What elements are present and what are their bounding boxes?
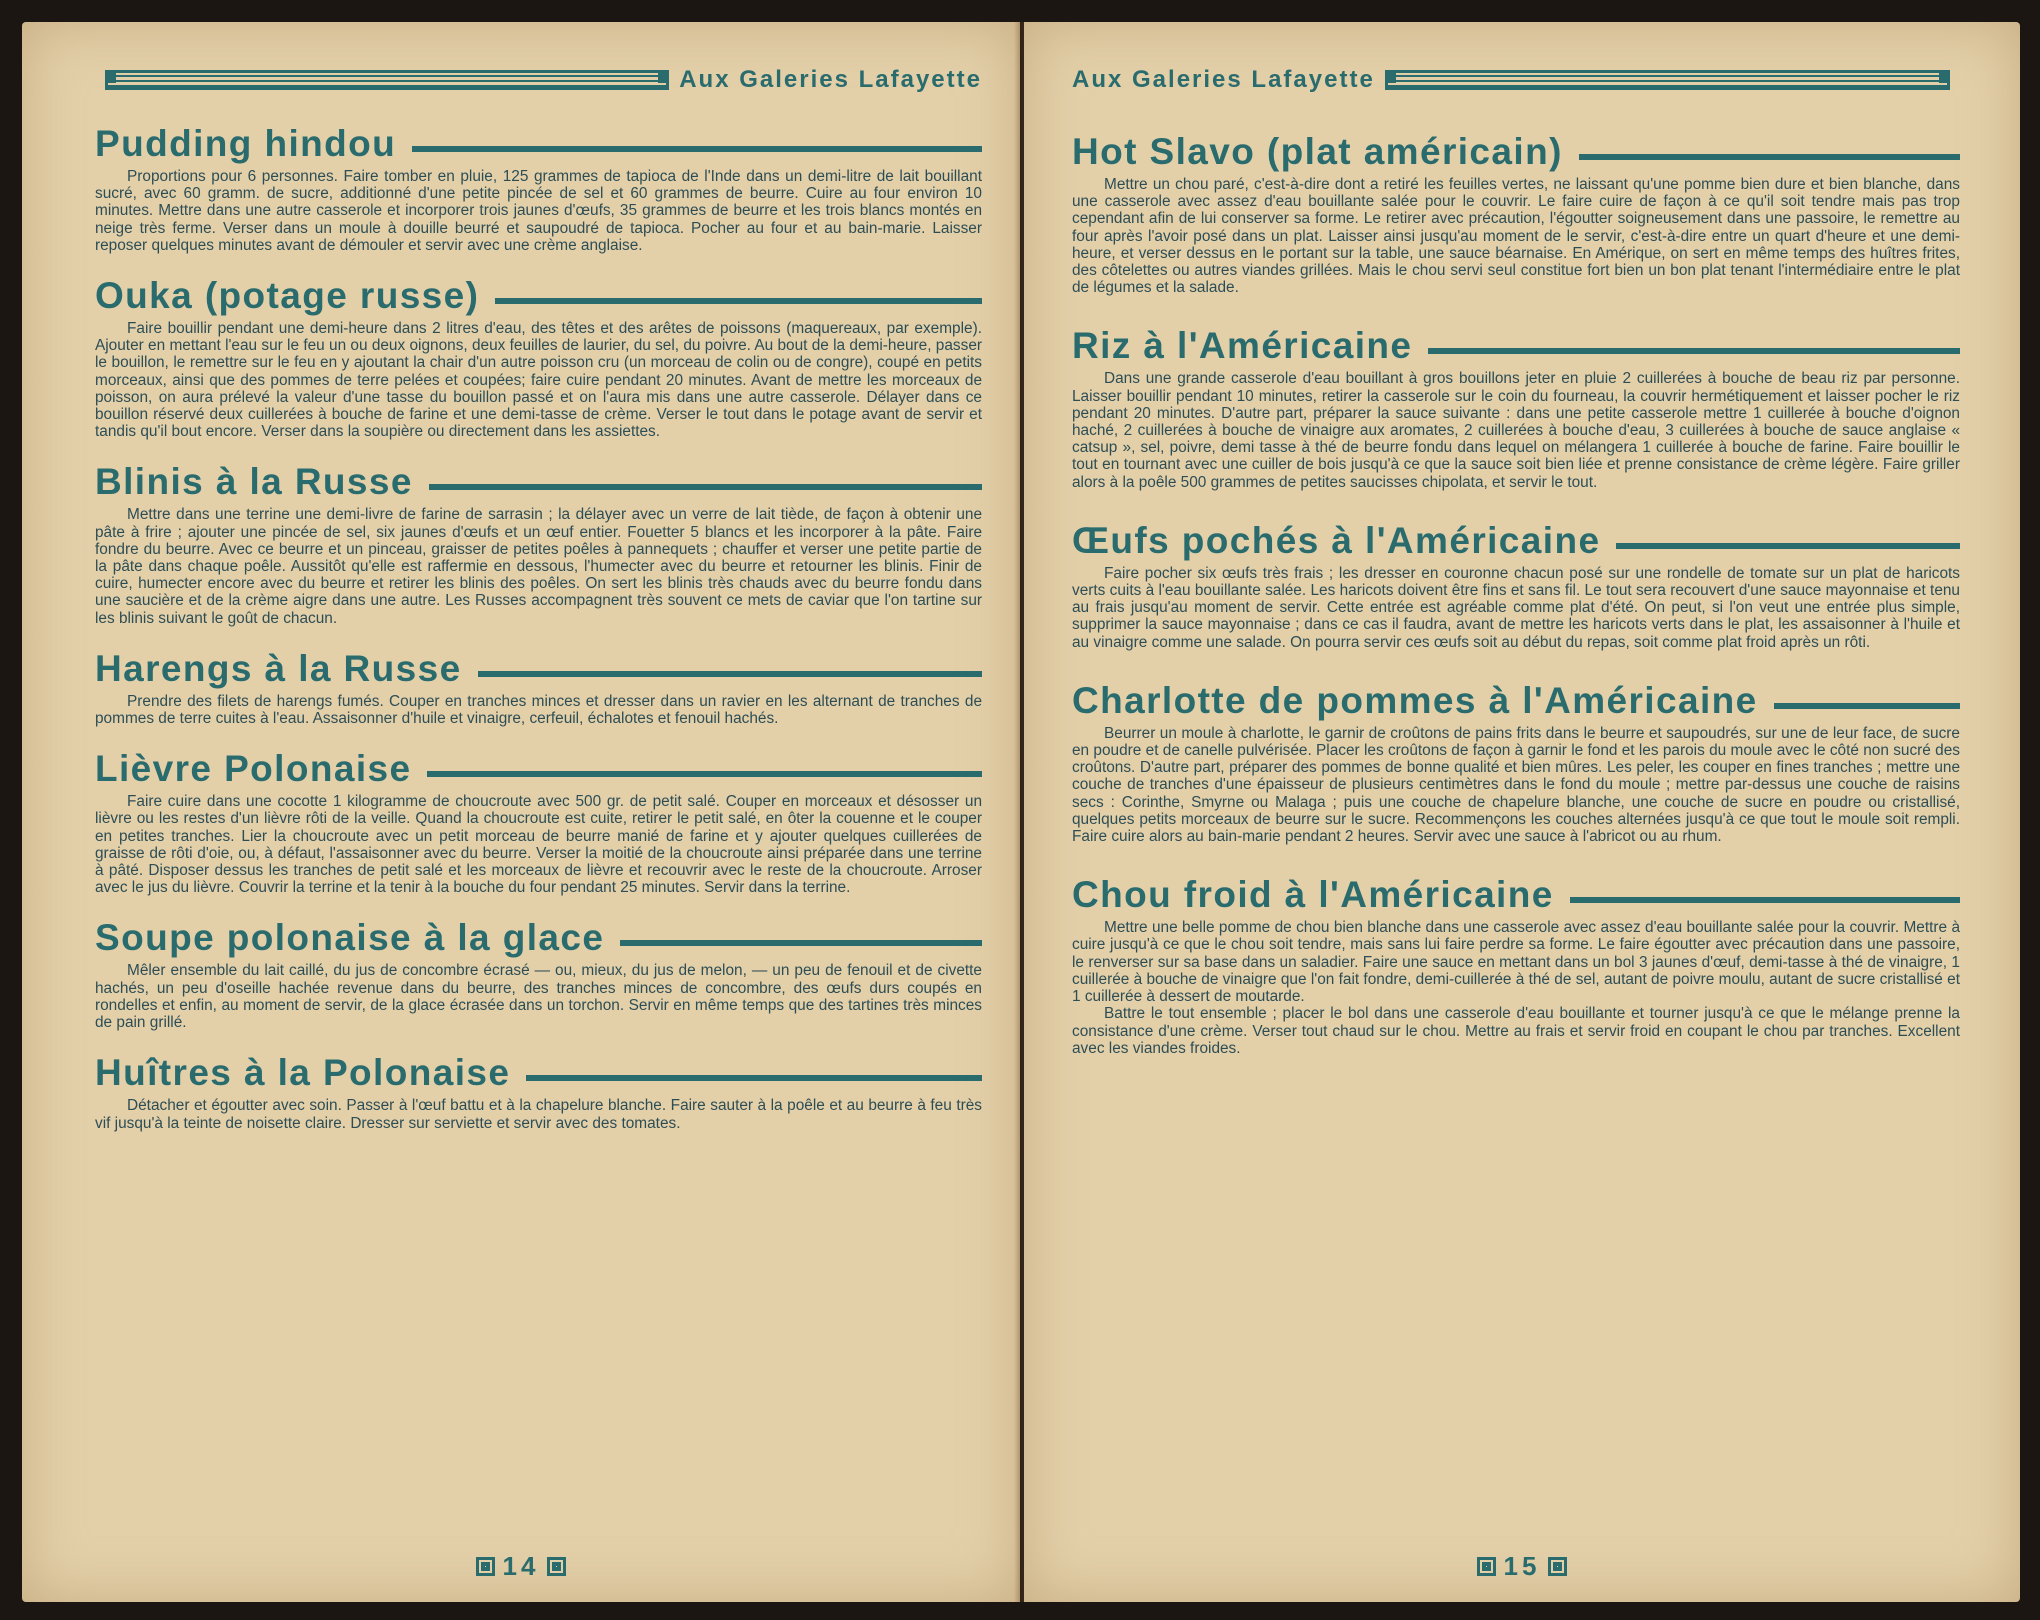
recipe-title-row — [95, 460, 982, 504]
title-rule — [1428, 348, 1960, 354]
recipe-body — [95, 793, 982, 896]
recipe-title: Hot Slavo (plat américain) — [1072, 131, 1563, 172]
recipe-title-row — [95, 122, 982, 166]
recipe — [95, 1051, 982, 1131]
title-rule — [429, 484, 982, 490]
recipe-title: Œufs pochés à l'Américaine — [1072, 519, 1601, 561]
recipe-title-row — [1072, 324, 1960, 368]
recipe — [95, 274, 982, 440]
square-ornament-icon — [547, 1557, 566, 1576]
recipe-paragraph: Mettre une belle pomme de chou bien blanche dans une casserole avec assez d'eau bouillante salée pour la couvrir. Mettre à cuire jusqu'à ce que le chou soit tendre, mais sans lui faire perdre sa forme. Le faire égoutter avec précaution dans une passoire, le renverser sur sa base dans un saladier. Faire une sauce en mettant dans un bol 3 jaunes d'œuf, demi-tasse à thé de vinaigre, 1 cuillerée à bouche de vinaigre que l'on fait fondre, demi-cuillerée à thé de sel, autant de poivre moulu, autant de sucre cristallisé et 1 cuillerée à dessert de moutarde. — [1072, 919, 1960, 1006]
recipe-body — [1072, 176, 1960, 296]
recipe-list — [95, 122, 982, 1132]
recipe — [95, 747, 982, 896]
recipe-title-row — [1072, 679, 1960, 723]
recipe-title-row — [1072, 519, 1960, 563]
title-rule — [620, 940, 982, 946]
recipe-title: Lièvre Polonaise — [95, 748, 412, 790]
recipe-body — [95, 962, 982, 1031]
recipe-title-row — [1072, 130, 1960, 174]
left-page — [22, 22, 1020, 1602]
recipe-title: Charlotte de pommes à l'Américaine — [1072, 679, 1758, 721]
title-rule — [1774, 703, 1960, 709]
page-number-text: 15 — [1503, 1551, 1541, 1581]
page-number — [22, 1551, 1020, 1582]
recipe-body — [1072, 565, 1960, 651]
recipe-paragraph: Détacher et égoutter avec soin. Passer à l'œuf battu et à la chapelure blanche. Faire sauter à la poêle et au beurre à feu très vif jusqu'à la teinte de noisette claire. Dresser sur serviette et servir avec des tomates. — [95, 1097, 982, 1132]
recipe-title-row — [95, 274, 982, 318]
running-head — [1072, 60, 1960, 100]
recipe-title: Chou froid à l'Américaine — [1072, 874, 1554, 916]
recipe-title-row — [95, 916, 982, 960]
page-number-text: 14 — [502, 1551, 540, 1581]
square-ornament-icon — [1477, 1557, 1496, 1576]
recipe — [95, 122, 982, 254]
ornament-rule — [1385, 70, 1950, 90]
running-head-text: Aux Galeries Lafayette — [1072, 66, 1375, 93]
recipe-paragraph: Dans une grande casserole d'eau bouillant à gros bouillons jeter en pluie 2 cuillerées à bouche de beau riz par personne. Laisser bouillir pendant 10 minutes, retirer la casserole sur le coin du fourneau, la couvrir hermétiquement et laisser pocher le riz pendant 20 minutes. D'autre part, préparer la sauce suivante : dans une petite casserole mettre 1 cuillerée à bouche d'oignon haché, 2 cuillerées à bouche de vinaigre aux aromates, 2 cuillerées à bouche d'eau, 3 cuillerées à bouche de sauce anglaise « catsup », sel, poivre, demi tasse à thé de beurre fondu dans lequel on mélangera 1 cuillerée à bouche de farine. Faire bouillir le tout en tournant avec une cuiller de bois jusqu'à ce que la sauce soit bien liée et prenne consistance de crème légère. Faire griller alors à la poêle 500 grammes de petites saucisses chipolata, et servir le tout. — [1072, 370, 1960, 491]
recipe-title-row — [95, 747, 982, 791]
title-rule — [427, 771, 982, 777]
recipe-body — [95, 693, 982, 727]
recipe — [95, 647, 982, 727]
recipe-title-row — [95, 1051, 982, 1095]
title-rule — [1579, 154, 1960, 160]
recipe-paragraph: Beurrer un moule à charlotte, le garnir de croûtons de pains frits dans le beurre et saupoudrés, sur une de leur face, de sucre en poudre et de canelle pulvérisée. Placer les croûtons de façon à garnir le fond et les parois du moule avec le côté non sucré des croûtons. D'autre part, préparer des pommes de bonne qualité et bien mûres. Les peler, les couper en fines tranches ; mettre une couche de tranches d'une épaisseur de plusieurs centimètres dans le fond du moule ; mettre par-dessus une couche de raisins secs : Corinthe, Smyrne ou Malaga ; puis une couche de chapelure blanche, une couche de sucre en poudre ou cristallisé, quelques petits morceaux de beurre sur le sucre. Recommençons les couches alternées jusqu'à ce que tout le moule soit rempli. Faire cuire alors au bain-marie pendant 2 heures. Servir avec une sauce à l'abricot ou au rhum. — [1072, 724, 1960, 846]
recipe-paragraph: Mettre un chou paré, c'est-à-dire dont a retiré les feuilles vertes, ne laissant qu'une pomme bien dure et bien blanche, dans une casserole avec assez d'eau bouillante salée pour le couvrir. Le faire cuire de façon à ce qu'il soit tendre mais pas trop cependant afin de lui conserver sa forme. Le retirer avec précaution, l'égoutter soigneusement dans une passoire, le remettre au four après l'avoir posé dans un plat. Laisser ainsi jusqu'au moment de le servir, c'est-à-dire entre un quart d'heure et une demi-heure, et verser dessus en le portant sur la table, une sauce béarnaise. En Amérique, on sert en même temps des huîtres frites, des côtelettes ou autres viandes grillées. Mais le chou servi seul constitue fort bien un bon plat tenant l'intermédiaire entre le plat de légumes et la salade. — [1072, 176, 1960, 297]
title-rule — [1570, 897, 1960, 903]
title-rule — [495, 298, 982, 304]
recipe-body — [95, 506, 982, 626]
recipe-paragraph: Proportions pour 6 personnes. Faire tomber en pluie, 125 grammes de tapioca de l'Inde dans un demi-litre de lait bouillant sucré, avec 60 gramm. de sucre, additionné d'une petite pincée de sel et 60 grammes de beurre. Cuire au four environ 10 minutes. Mettre dans une autre casserole et incorporer trois jaunes d'œufs, 35 grammes de beurre et les trois blancs montés en neige très ferme. Verser dans un moule à douille beurré et saupoudré de tapioca. Pocher au four et au bain-marie. Laisser reposer quelques minutes avant de démouler et servir avec une crème anglaise. — [95, 168, 982, 254]
recipe-paragraph: Prendre des filets de harengs fumés. Couper en tranches minces et dresser dans un ravier en les alternant de tranches de pommes de terre cuites à l'eau. Assaisonner d'huile et vinaigre, cerfeuil, échalotes et fenouil hachés. — [95, 692, 982, 728]
square-ornament-icon — [476, 1557, 495, 1576]
left-page-content — [95, 22, 982, 1602]
recipe-title: Ouka (potage russe) — [95, 275, 480, 317]
square-ornament-icon — [1548, 1557, 1567, 1576]
recipe-paragraph: Faire cuire dans une cocotte 1 kilogramme de choucroute avec 500 gr. de petit salé. Couper en morceaux et désosser un lièvre ou les restes d'un lièvre rôti de la veille. Quand la choucroute est cuite, retirer le petit salé, en ôter la couenne et le couper en petites tranches. Lier la choucroute avec un petit morceau de beurre manié de farine et y ajouter quelques cuillerées de graisse de rôti d'oie, ou, à défaut, l'assaisonner avec du beurre. Verser la moitié de la choucroute ainsi préparée dans une terrine à pâté. Disposer dessus les tranches de petit salé et les morceaux de lièvre et recouvrir avec le reste de la choucroute. Arroser avec le jus du lièvre. Couvrir la terrine et la tenir à la bouche du four pendant 25 minutes. Servir dans la terrine. — [95, 793, 982, 897]
title-rule — [412, 146, 982, 152]
recipe-title-row — [1072, 873, 1960, 917]
running-head — [95, 60, 982, 100]
recipe-title: Soupe polonaise à la glace — [95, 917, 605, 959]
right-page — [1024, 22, 2020, 1602]
recipe — [1072, 873, 1960, 1057]
recipe-title: Pudding hindou — [95, 123, 397, 164]
recipe-body — [1072, 370, 1960, 490]
recipe-body — [95, 1097, 982, 1131]
page-number — [1024, 1551, 2020, 1582]
recipe-body — [1072, 919, 1960, 1057]
recipe — [95, 916, 982, 1031]
recipe — [95, 460, 982, 626]
recipe-title: Harengs à la Russe — [95, 647, 462, 689]
right-page-content — [1072, 22, 1960, 1602]
title-rule — [478, 671, 982, 677]
recipe-body — [95, 320, 982, 440]
title-rule — [526, 1075, 982, 1081]
ornament-rule — [105, 70, 669, 90]
recipe-body — [95, 168, 982, 254]
recipe-title: Riz à l'Américaine — [1072, 325, 1413, 367]
recipe-paragraph: Battre le tout ensemble ; placer le bol dans une casserole d'eau bouillante et tourner jusqu'à ce que le mélange prenne la consistance d'une crème. Verser tout chaud sur le chou. Mettre au frais et servir froid en coupant le chou par tranches. Excellent avec les viandes froides. — [1072, 1005, 1960, 1057]
recipe-paragraph: Faire bouillir pendant une demi-heure dans 2 litres d'eau, des têtes et des arêtes de poissons (maquereaux, par exemple). Ajouter en mettant l'eau sur le feu un ou deux oignons, deux feuilles de laurier, du sel, du poivre. Au bout de la demi-heure, passer le bouillon, le remettre sur le feu en y ajoutant la chair d'un autre poisson cru (un morceau de colin ou de congre), coupé en petits morceaux, ainsi que des pommes de terre pelées et coupées; faire cuire pendant 20 minutes. Avant de mettre les morceaux de poisson, on aura prélevé la valeur d'une tasse du bouillon passé et on l'aura mis dans une autre casserole. Délayer dans ce bouillon réservé deux cuillerées à bouche de farine et une demi-tasse de crème. Verser le tout dans le potage avant de servir et tandis qu'il bout encore. Verser dans la soupière ou directement dans les assiettes. — [95, 320, 982, 441]
recipe-list — [1072, 130, 1960, 1057]
recipe-title: Huîtres à la Polonaise — [95, 1052, 511, 1094]
recipe — [1072, 130, 1960, 296]
recipe-title: Blinis à la Russe — [95, 461, 413, 503]
recipe-paragraph: Faire pocher six œufs très frais ; les dresser en couronne chacun posé sur une rondelle de tomate sur un plat de haricots verts cuits à l'eau bouillante salée. Les haricots doivent être fins et sans fil. Le tout sera recouvert d'une sauce mayonnaise et tenu au frais jusqu'au moment de servir. Cette entrée est agréable comme plat d'été. On peut, si l'on veut une entrée plus simple, supprimer la sauce mayonnaise ; dans ce cas il faudra, avant de mettre les haricots verts dans le plat, les assaisonner à l'huile et au vinaigre comme une salade. On pourra servir ces œufs soit au début du repas, soit comme plat froid après un rôti. — [1072, 564, 1960, 651]
recipe-paragraph: Mêler ensemble du lait caillé, du jus de concombre écrasé — ou, mieux, du jus de melon, — un peu de fenouil et de civette hachés, un peu d'oseille hachée revenue dans du beurre, des tranches minces de concombre, des œufs durs coupés en rondelles et enfin, au moment de servir, de la glace écrasée dans un torchon. Servir en même temps que des tartines très minces de pain grillé. — [95, 962, 982, 1032]
recipe — [1072, 679, 1960, 845]
recipe-title-row — [95, 647, 982, 691]
title-rule — [1616, 543, 1960, 549]
recipe-paragraph: Mettre dans une terrine une demi-livre de farine de sarrasin ; la délayer avec un verre de lait tiède, de façon à obtenir une pâte à frire ; ajouter une pincée de sel, six jaunes d'œufs et un œuf entier. Fouetter 5 blancs et les incorporer à la pâte. Faire fondre du beurre. Avec ce beurre et un pinceau, graisser de petites poêles à pannequets ; chauffer et verser une petite partie de la pâte dans chaque poêle. Aussitôt qu'elle est raffermie en dessous, l'humecter avec du beurre et retourner les blinis. Finir de cuire, humecter encore avec du beurre et retirer les blinis des poêles. On sert les blinis très chauds avec du beurre fondu dans une saucière et de la crème aigre dans une autre. Les Russes accompagnent très souvent ce mets de caviar que l'on tartine sur les blinis suivant le goût de chacun. — [95, 506, 982, 627]
running-head-text: Aux Galeries Lafayette — [679, 66, 982, 93]
recipe — [1072, 324, 1960, 490]
recipe — [1072, 519, 1960, 651]
recipe-body — [1072, 725, 1960, 845]
